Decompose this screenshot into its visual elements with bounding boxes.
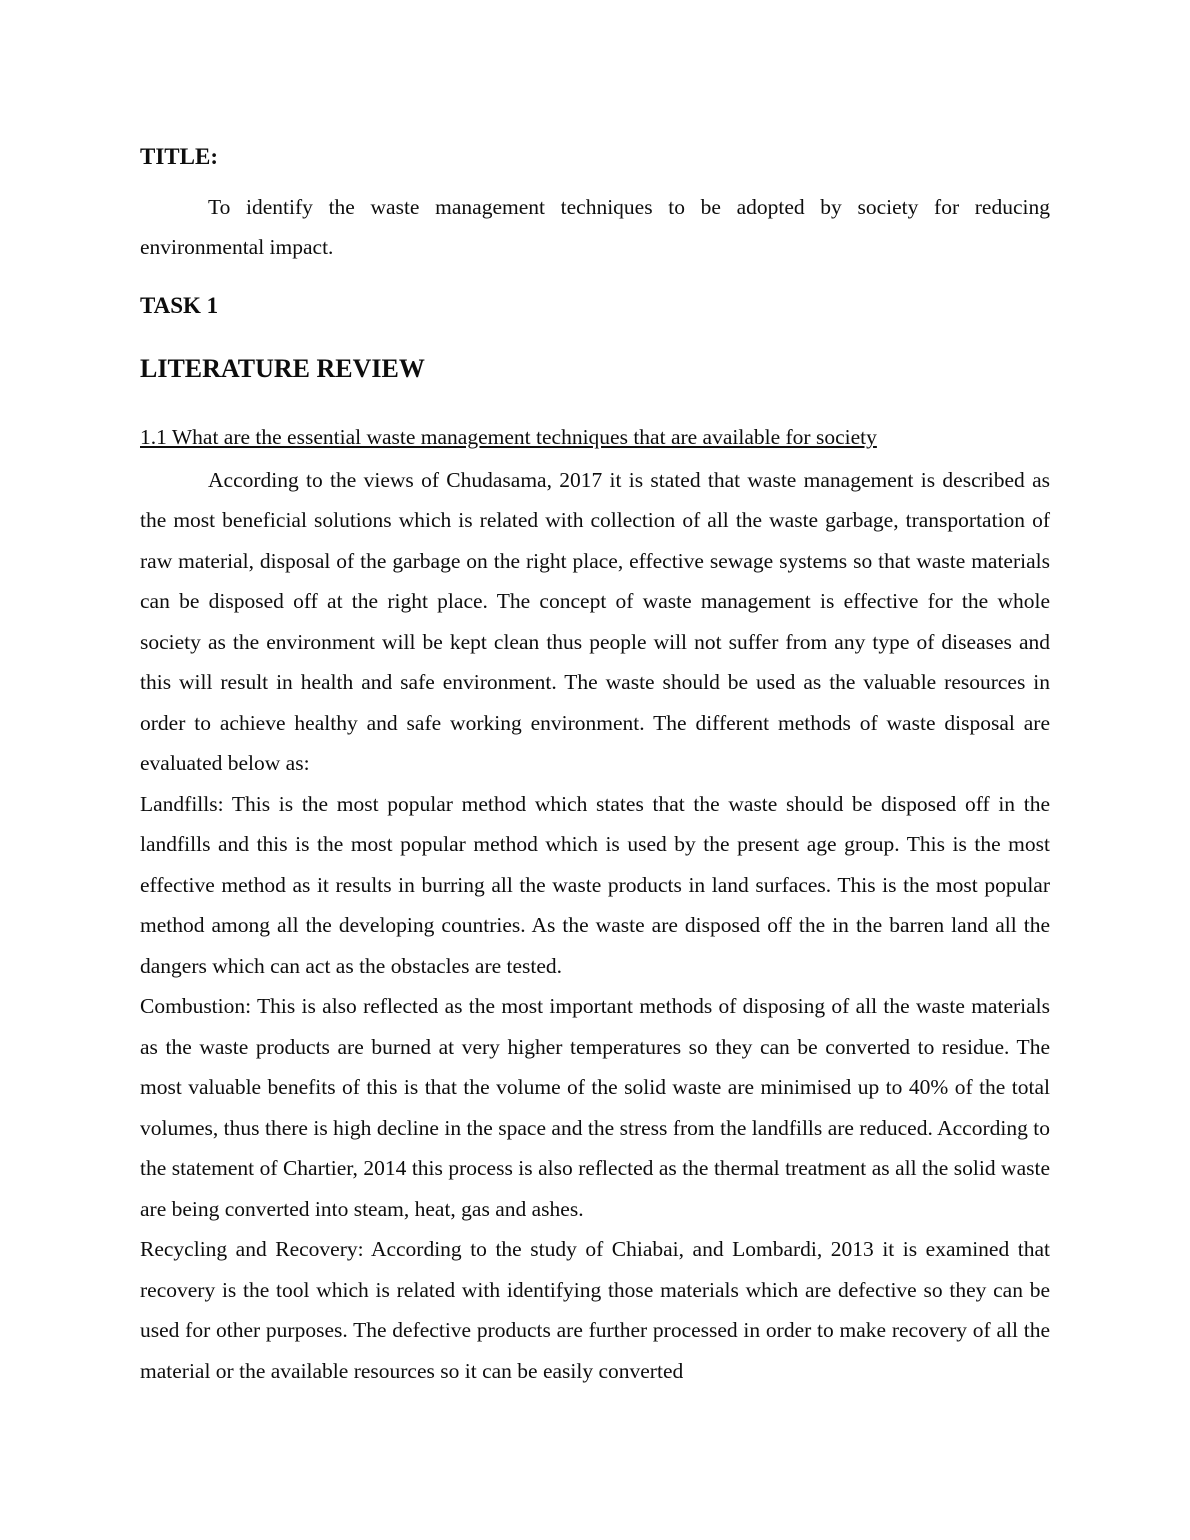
title-heading: TITLE:: [140, 144, 218, 169]
task-heading: TASK 1: [140, 292, 219, 318]
paragraph-intro: According to the views of Chudasama, 2017 it is stated that waste management is described as the most beneficial solutions which is related with collection of all the waste garbage, transportation of raw material, disposal of the garbage on the right place, effective sewage systems so that waste materials can be disposed off at the right place. The concept of waste management is effective for the whole society as the environment will be kept clean thus people will not suffer from any type of diseases and this will result in health and safe environment. The waste should be used as the valuable resources in order to achieve healthy and safe working environment. The different methods of waste disposal are evaluated below as:: [140, 467, 1050, 776]
paragraph-recycling: Recycling and Recovery: According to the study of Chiabai, and Lombardi, 2013 it is examined that recovery is the tool which is related with identifying those materials which are defective so they can be used for other purposes. The defective products are further processed in order to make recovery of all the material or the available resources so it can be easily converted: [140, 1237, 1050, 1383]
subsection-heading: 1.1 What are the essential waste management techniques that are available for society: [140, 425, 877, 450]
paragraph-landfills: Landfills: This is the most popular method which states that the waste should be disposed off in the landfills and this is the most popular method which is used by the present age group. This is the most effective method as it results in burring all the waste products in land surfaces. This is the most popular method among all the developing countries. As the waste are disposed off the in the barren land all the dangers which can act as the obstacles are tested.: [140, 791, 1050, 978]
paragraph-combustion: Combustion: This is also reflected as the most important methods of disposing of all the waste materials as the waste products are burned at very higher temperatures so they can be converted to residue. The most valuable benefits of this is that the volume of the solid waste are minimised up to 40% of the total volumes, thus there is high decline in the space and the stress from the landfills are reduced. According to the statement of Chartier, 2014 this process is also reflected as the thermal treatment as all the solid waste are being converted into steam, heat, gas and ashes.: [140, 994, 1050, 1221]
title-paragraph: To identify the waste management techniques to be adopted by society for reducing environmental impact.: [140, 194, 1050, 260]
literature-review-heading: LITERATURE REVIEW: [140, 354, 425, 384]
